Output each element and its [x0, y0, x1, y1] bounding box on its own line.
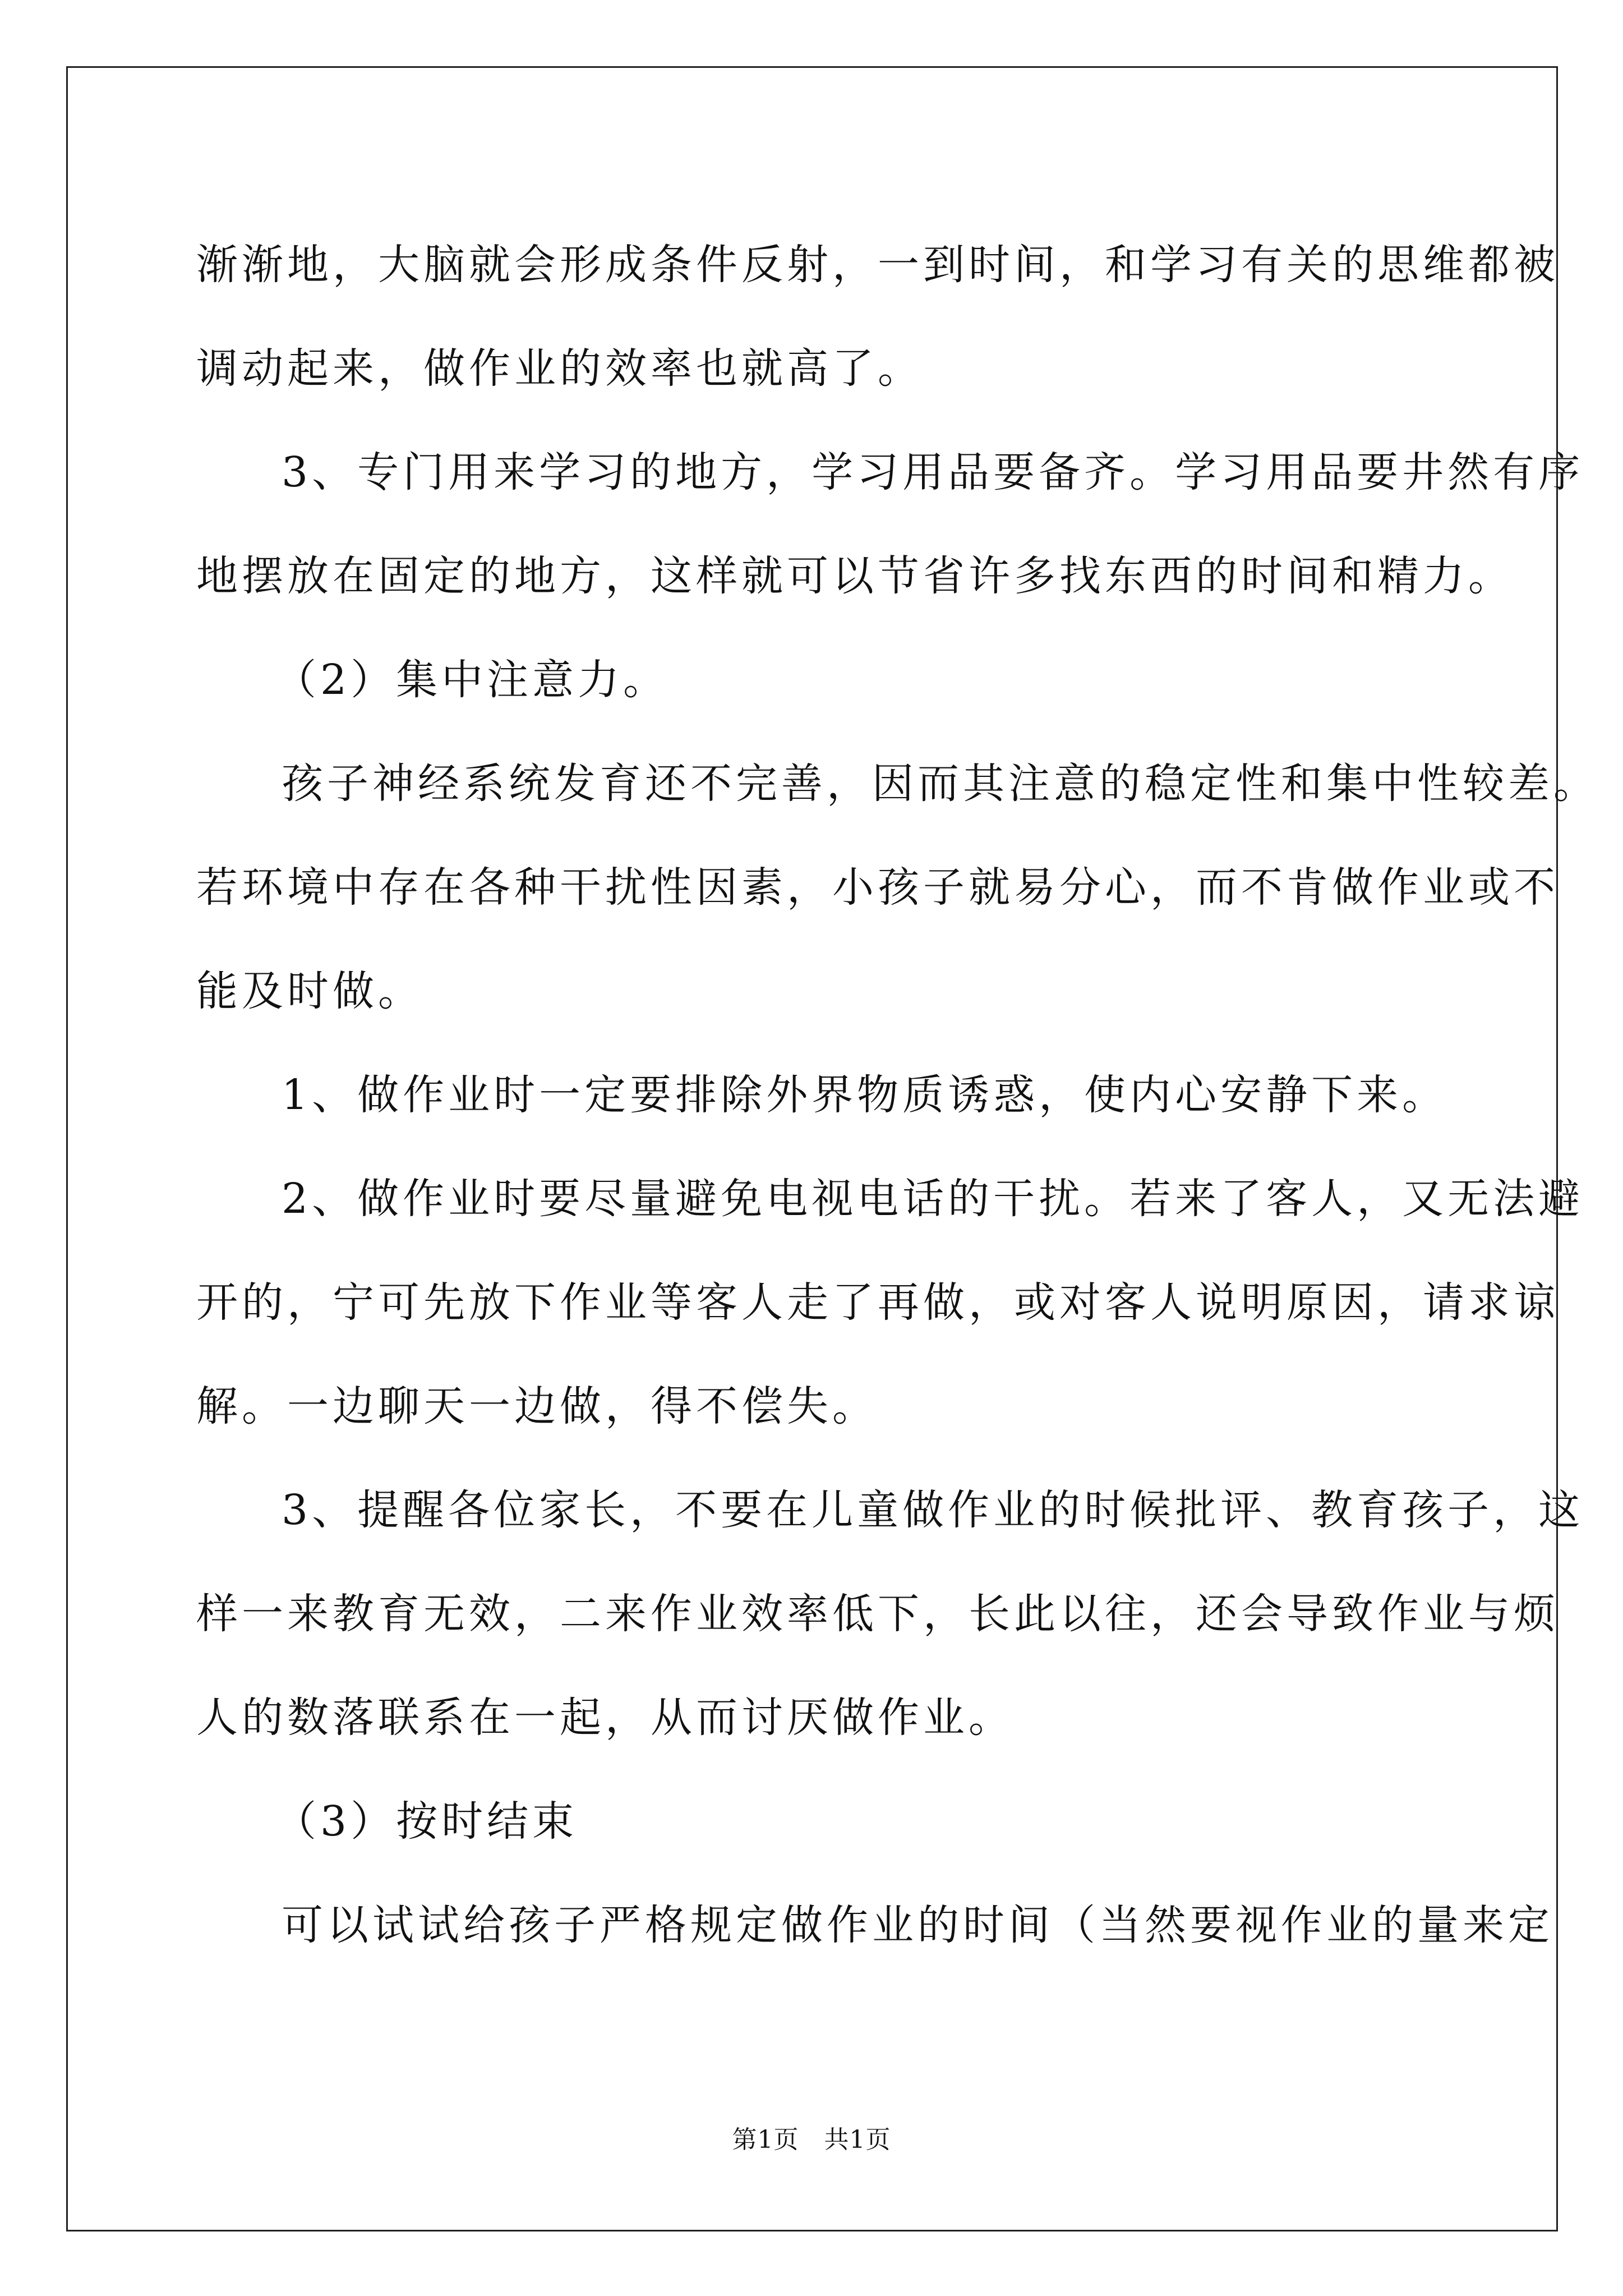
text-line: 可以试试给孩子严格规定做作业的时间（当然要视作业的量来定	[282, 1901, 1553, 1949]
section-heading: （3）按时结束	[275, 1797, 578, 1846]
page-number-footer: 第1页 共1页	[732, 2125, 891, 2154]
document-body	[196, 213, 1599, 1977]
text-line: 3、提醒各位家长，不要在儿童做作业的时候批评、教育孩子，这	[282, 1486, 1584, 1534]
text-line: 能及时做。	[196, 967, 423, 1015]
text-line: 渐渐地，大脑就会形成条件反射，一到时间，和学习有关的思维都被	[196, 241, 1559, 289]
text-line: 3、专门用来学习的地方，学习用品要备齐。学习用品要井然有序	[282, 448, 1584, 496]
text-line: 地摆放在固定的地方，这样就可以节省许多找东西的时间和精力。	[196, 552, 1514, 600]
text-line: 人的数落联系在一起，从而讨厌做作业。	[196, 1694, 1014, 1742]
text-line: 2、做作业时要尽量避免电视电话的干扰。若来了客人，又无法避	[282, 1175, 1584, 1223]
text-line: 调动起来，做作业的效率也就高了。	[196, 344, 923, 393]
text-line: 若环境中存在各种干扰性因素，小孩子就易分心，而不肯做作业或不	[196, 863, 1559, 912]
text-line: 样一来教育无效，二来作业效率低下，长此以往，还会导致作业与烦	[196, 1590, 1559, 1638]
text-line: 解。一边聊天一边做，得不偿失。	[196, 1382, 878, 1430]
text-line: 1、做作业时一定要排除外界物质诱惑，使内心安静下来。	[282, 1071, 1448, 1119]
text-line: 开的，宁可先放下作业等客人走了再做，或对客人说明原因，请求谅	[196, 1278, 1559, 1327]
section-heading: （2）集中注意力。	[275, 656, 669, 704]
text-line: 孩子神经系统发育还不完善，因而其注意的稳定性和集中性较差。	[282, 760, 1599, 808]
